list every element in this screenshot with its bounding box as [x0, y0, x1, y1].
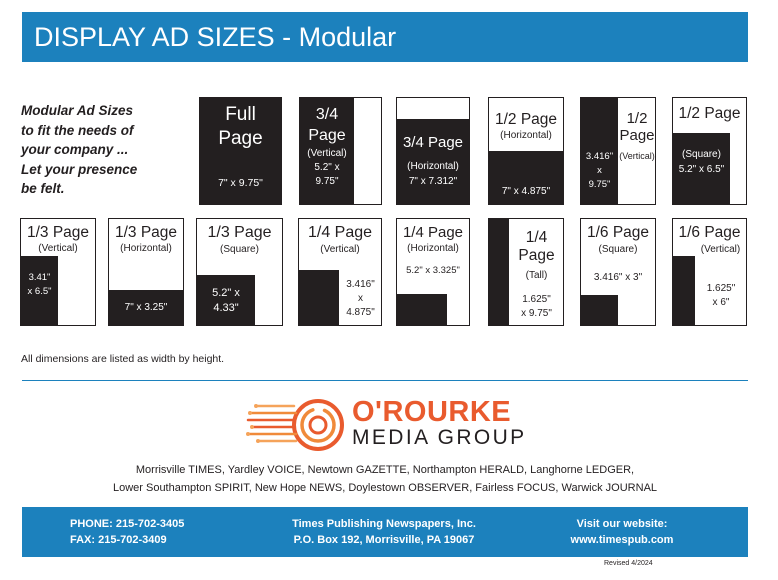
- ad-dimensions: 5.2" x: [314, 162, 340, 173]
- company-name: Times Publishing Newspapers, Inc.: [292, 518, 476, 530]
- ad-title: 1/3 Page: [207, 224, 272, 241]
- ad-title: Full: [225, 104, 256, 125]
- ad-title: 1/4 Page: [307, 224, 373, 241]
- ad-title: 1/3 Page: [114, 224, 178, 241]
- ad-subtitle: (Vertical): [700, 244, 741, 255]
- circuit-o-logo-icon: [246, 396, 346, 454]
- ad-fill: [397, 294, 447, 326]
- ad-subtitle: (Horizontal): [407, 243, 459, 254]
- ad-title: 3/4: [315, 106, 339, 123]
- intro-text: [21, 101, 191, 199]
- ad-dimensions: x 9.75": [521, 308, 552, 319]
- ad-subtitle: (Vertical): [320, 244, 360, 255]
- ad-dimensions: 4.875": [346, 307, 375, 318]
- ad-fill: [581, 295, 618, 326]
- ad-dimensions: 3.416" x 3": [593, 272, 643, 283]
- ad-subtitle: (Square): [598, 244, 638, 255]
- ad-subtitle: (Vertical): [38, 243, 78, 254]
- divider: [22, 380, 748, 381]
- ad-dimensions: x: [597, 165, 602, 176]
- ad-three-quarter-vertical: [299, 97, 382, 205]
- ad-quarter-tall: [488, 218, 564, 326]
- ad-subtitle: (Vertical): [307, 148, 347, 159]
- ad-title: 1/2 Page: [678, 105, 741, 122]
- ad-title: 1/3 Page: [26, 224, 90, 241]
- ad-half-vertical: [580, 97, 656, 205]
- website-block: [542, 516, 702, 548]
- ad-dimensions: 3.416": [346, 279, 375, 290]
- ad-half-square: [672, 97, 747, 205]
- ad-title: 1/6 Page: [586, 224, 650, 241]
- ad-dimensions: 7" x 7.312": [408, 176, 458, 187]
- ad-dimensions: 5.2" x 3.325": [406, 265, 460, 276]
- ad-dimensions: 9.75": [315, 176, 339, 187]
- mailing-address: P.O. Box 192, Morrisville, PA 19067: [293, 534, 475, 546]
- ad-three-quarter-horizontal: [396, 97, 470, 205]
- address-block: [274, 516, 494, 548]
- ad-dimensions: 3.416": [585, 151, 614, 162]
- ad-dimensions: 3.41": [28, 272, 51, 283]
- ad-subtitle: (Tall): [525, 270, 548, 281]
- phone-fax-block: [70, 516, 210, 548]
- ad-title: 1/2 Page: [494, 111, 558, 128]
- ad-third-square: [196, 218, 283, 326]
- ad-subtitle: (Square): [220, 244, 259, 255]
- website-link[interactable]: www.timespub.com: [570, 534, 674, 546]
- ad-dimensions: x 6.5": [27, 286, 52, 297]
- ad-title: 1/4 Page: [402, 224, 464, 241]
- intro-line: Modular Ad Sizes: [21, 103, 134, 118]
- intro-line: be felt.: [21, 181, 65, 196]
- revision-date: Revised 4/2024: [604, 560, 653, 567]
- ad-dimensions: 1.625": [706, 283, 736, 294]
- ad-title: Page: [308, 127, 346, 144]
- ad-fill: [673, 256, 695, 326]
- title-banner: [22, 12, 748, 62]
- ad-subtitle: (Horizontal): [407, 161, 459, 172]
- ad-subtitle: (Horizontal): [500, 130, 552, 141]
- company-logo: [246, 396, 536, 454]
- ad-subtitle: (Square): [682, 149, 721, 160]
- ad-fill: [299, 270, 339, 326]
- ad-third-vertical: [20, 218, 96, 326]
- ad-title: 1/4: [525, 229, 548, 246]
- logo-name: O'ROURKE: [352, 396, 512, 428]
- website-label: Visit our website:: [576, 518, 668, 530]
- ad-sixth-square: [580, 218, 656, 326]
- ad-title: 1/2: [626, 110, 648, 127]
- ad-dimensions: x: [358, 293, 363, 304]
- ad-sixth-vertical: [672, 218, 747, 326]
- dimensions-note: All dimensions are listed as width by height.: [21, 353, 225, 365]
- ad-quarter-horizontal: [396, 218, 470, 326]
- ad-half-horizontal: [488, 97, 564, 205]
- ad-title: Page: [518, 247, 555, 264]
- ad-subtitle: (Horizontal): [120, 243, 172, 254]
- ad-subtitle: (Vertical): [619, 151, 655, 161]
- ad-full-page: [199, 97, 282, 205]
- ad-dimensions: 7" x 4.875": [501, 186, 551, 197]
- ad-dimensions: 5.2" x 6.5": [678, 164, 725, 175]
- ad-dimensions: 7" x 3.25": [124, 302, 168, 313]
- ad-quarter-vertical: [298, 218, 382, 326]
- ad-dimensions: x 6": [712, 297, 730, 308]
- intro-line: to fit the needs of: [21, 122, 134, 138]
- ad-fill: [197, 275, 255, 326]
- ad-title: Page: [619, 127, 655, 144]
- ad-title: Page: [218, 128, 263, 149]
- intro-line: Let your presence: [21, 161, 138, 177]
- logo-subtitle: MEDIA GROUP: [352, 426, 527, 449]
- ad-dimensions: 9.75": [588, 179, 611, 190]
- ad-fill: [489, 219, 509, 325]
- ad-dimensions: 1.625": [522, 294, 551, 305]
- phone-number: PHONE: 215-702-3405: [70, 518, 185, 530]
- fax-number: FAX: 215-702-3409: [70, 534, 167, 546]
- page-title: DISPLAY AD SIZES - Modular: [34, 22, 397, 52]
- newspaper-list-line: Lower Southampton SPIRIT, New Hope NEWS, Doylestown OBSERVER, Fairless FOCUS, Warwick JOURNAL: [112, 482, 658, 494]
- ad-dimensions: 7" x 9.75": [218, 177, 263, 189]
- intro-line: your company ...: [21, 142, 129, 157]
- ad-title: 3/4 Page: [402, 134, 464, 151]
- ad-dimensions: 4.33": [213, 302, 239, 314]
- ad-dimensions: 5.2" x: [212, 287, 240, 299]
- newspaper-list-line: Morrisville TIMES, Yardley VOICE, Newtown GAZETTE, Northampton HERALD, Langhorne LEDGER,: [135, 464, 635, 476]
- ad-third-horizontal: [108, 218, 184, 326]
- ad-title: 1/6 Page: [678, 224, 741, 241]
- contact-footer: [22, 507, 748, 557]
